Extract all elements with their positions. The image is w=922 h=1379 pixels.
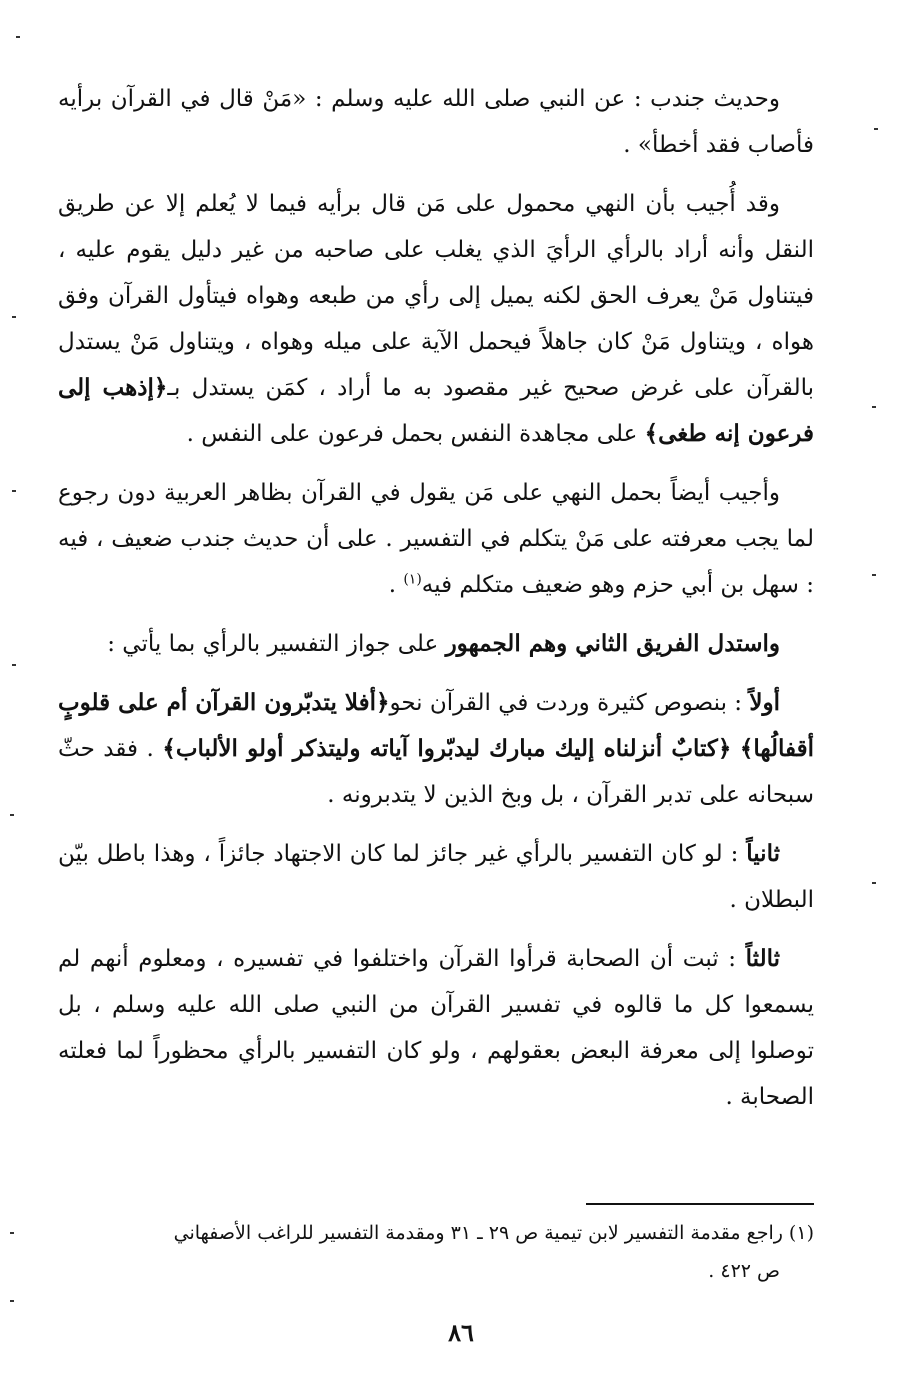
paragraph-text: : بنصوص كثيرة وردت في القرآن نحو	[389, 690, 750, 716]
quran-quote: ﴿إذهب إلى فرعون إنه طغى﴾	[58, 374, 814, 447]
scan-mark	[10, 1232, 14, 1234]
spacer-text	[731, 736, 740, 762]
paragraph-text: : لو كان التفسير بالرأي غير جائز لما كان الاجتهاد جائزاً ، وهذا باطل بيّن البطلان .	[58, 841, 814, 913]
footnote-line: ص ٤٢٢ .	[708, 1260, 780, 1282]
scan-mark	[12, 664, 16, 666]
paragraph-second-proof	[58, 831, 814, 923]
scan-mark	[16, 36, 20, 38]
paragraph-text: .	[388, 572, 404, 598]
scan-mark	[874, 128, 878, 130]
paragraph-text: وأجيب أيضاً بحمل النهي على مَن يقول في القرآن بظاهر العربية دون رجوع لما يجب معرفته على مَنْ يتكلم في التفسير . على أن حديث جندب ضعيف ، فيه : سهل بن أبي حزم وهو ضعيف متكلم فيه	[58, 480, 814, 598]
paragraph-text: وحديث جندب : عن النبي صلى الله عليه وسلم : «مَنْ قال في القرآن برأيه فأصاب فقد أخطأ» .	[58, 86, 814, 158]
bold-heading-text: واستدل الفريق الثاني وهم الجمهور	[445, 630, 780, 657]
paragraph-text: على مجاهدة النفس بحمل فرعون على النفس .	[186, 421, 645, 447]
scan-mark	[10, 1300, 14, 1302]
scan-mark	[872, 406, 876, 408]
paragraph-text: وقد أُجيب بأن النهي محمول على مَن قال برأيه فيما لا يُعلم إلا عن طريق النقل وأنه أراد بالرأي الرأيَ الذي يغلب على صاحبه من غير دليل يقوم عليه ، فيتناول مَنْ يعرف الحق لكنه يميل إلى رأي من طبعه وهواه فيتأول القرآن وفق هواه ، ويتناول مَنْ كان جاهلاً فيحمل الآية على ميله وهواه ، ويتناول مَنْ يستدل بالقرآن على غرض صحيح غير مقصود به ما أراد ، كمَن يستدل بـ	[58, 191, 814, 401]
list-marker: ثانياً	[746, 840, 780, 867]
scan-mark	[12, 490, 16, 492]
footnote-line: (١) راجع مقدمة التفسير لابن تيمية ص ٢٩ ـ ٣١ ومقدمة التفسير للراغب الأصفهاني	[173, 1222, 814, 1244]
scan-mark	[872, 574, 876, 576]
main-text	[58, 76, 814, 1133]
paragraph-text: . فقد حثّ سبحانه على تدبر القرآن ، بل وبخ الذين لا يتدبرونه .	[58, 736, 814, 808]
scan-mark	[872, 882, 876, 884]
paragraph-majority-view	[58, 621, 814, 667]
footnotes	[58, 1214, 814, 1290]
quran-quote: ﴿أفلا يتدبّرون القرآن أم على قلوبٍ أقفالُها﴾	[58, 689, 815, 762]
paragraph-text: على جواز التفسير بالرأي بما يأتي :	[107, 631, 446, 657]
list-marker: أولاً	[749, 689, 780, 716]
paragraph-second-answer	[58, 470, 814, 608]
scan-mark	[10, 814, 14, 816]
quran-quote: ﴿كتابٌ أنزلناه إليك مبارك ليدبّروا آياته وليتذكر أولو الألباب﴾	[162, 735, 732, 762]
paragraph-first-answer	[58, 181, 814, 457]
paragraph-first-proof	[58, 680, 814, 818]
paragraph-jundub-hadith	[58, 76, 814, 168]
paragraph-text: : ثبت أن الصحابة قرأوا القرآن واختلفوا في تفسيره ، ومعلوم أنهم لم يسمعوا كل ما قالوه في تفسير القرآن من النبي صلى الله عليه وسلم ، بل توصلوا إلى معرفة البعض بعقولهم ، ولو كان التفسير بالرأي محظوراً لما فعلته الصحابة .	[58, 946, 814, 1110]
footnote-divider	[586, 1203, 814, 1205]
paragraph-third-proof	[58, 936, 814, 1120]
footnote-reference: (١)	[403, 571, 422, 588]
list-marker: ثالثاً	[745, 945, 780, 972]
page-number: ٨٦	[448, 1318, 474, 1347]
scan-mark	[12, 316, 16, 318]
